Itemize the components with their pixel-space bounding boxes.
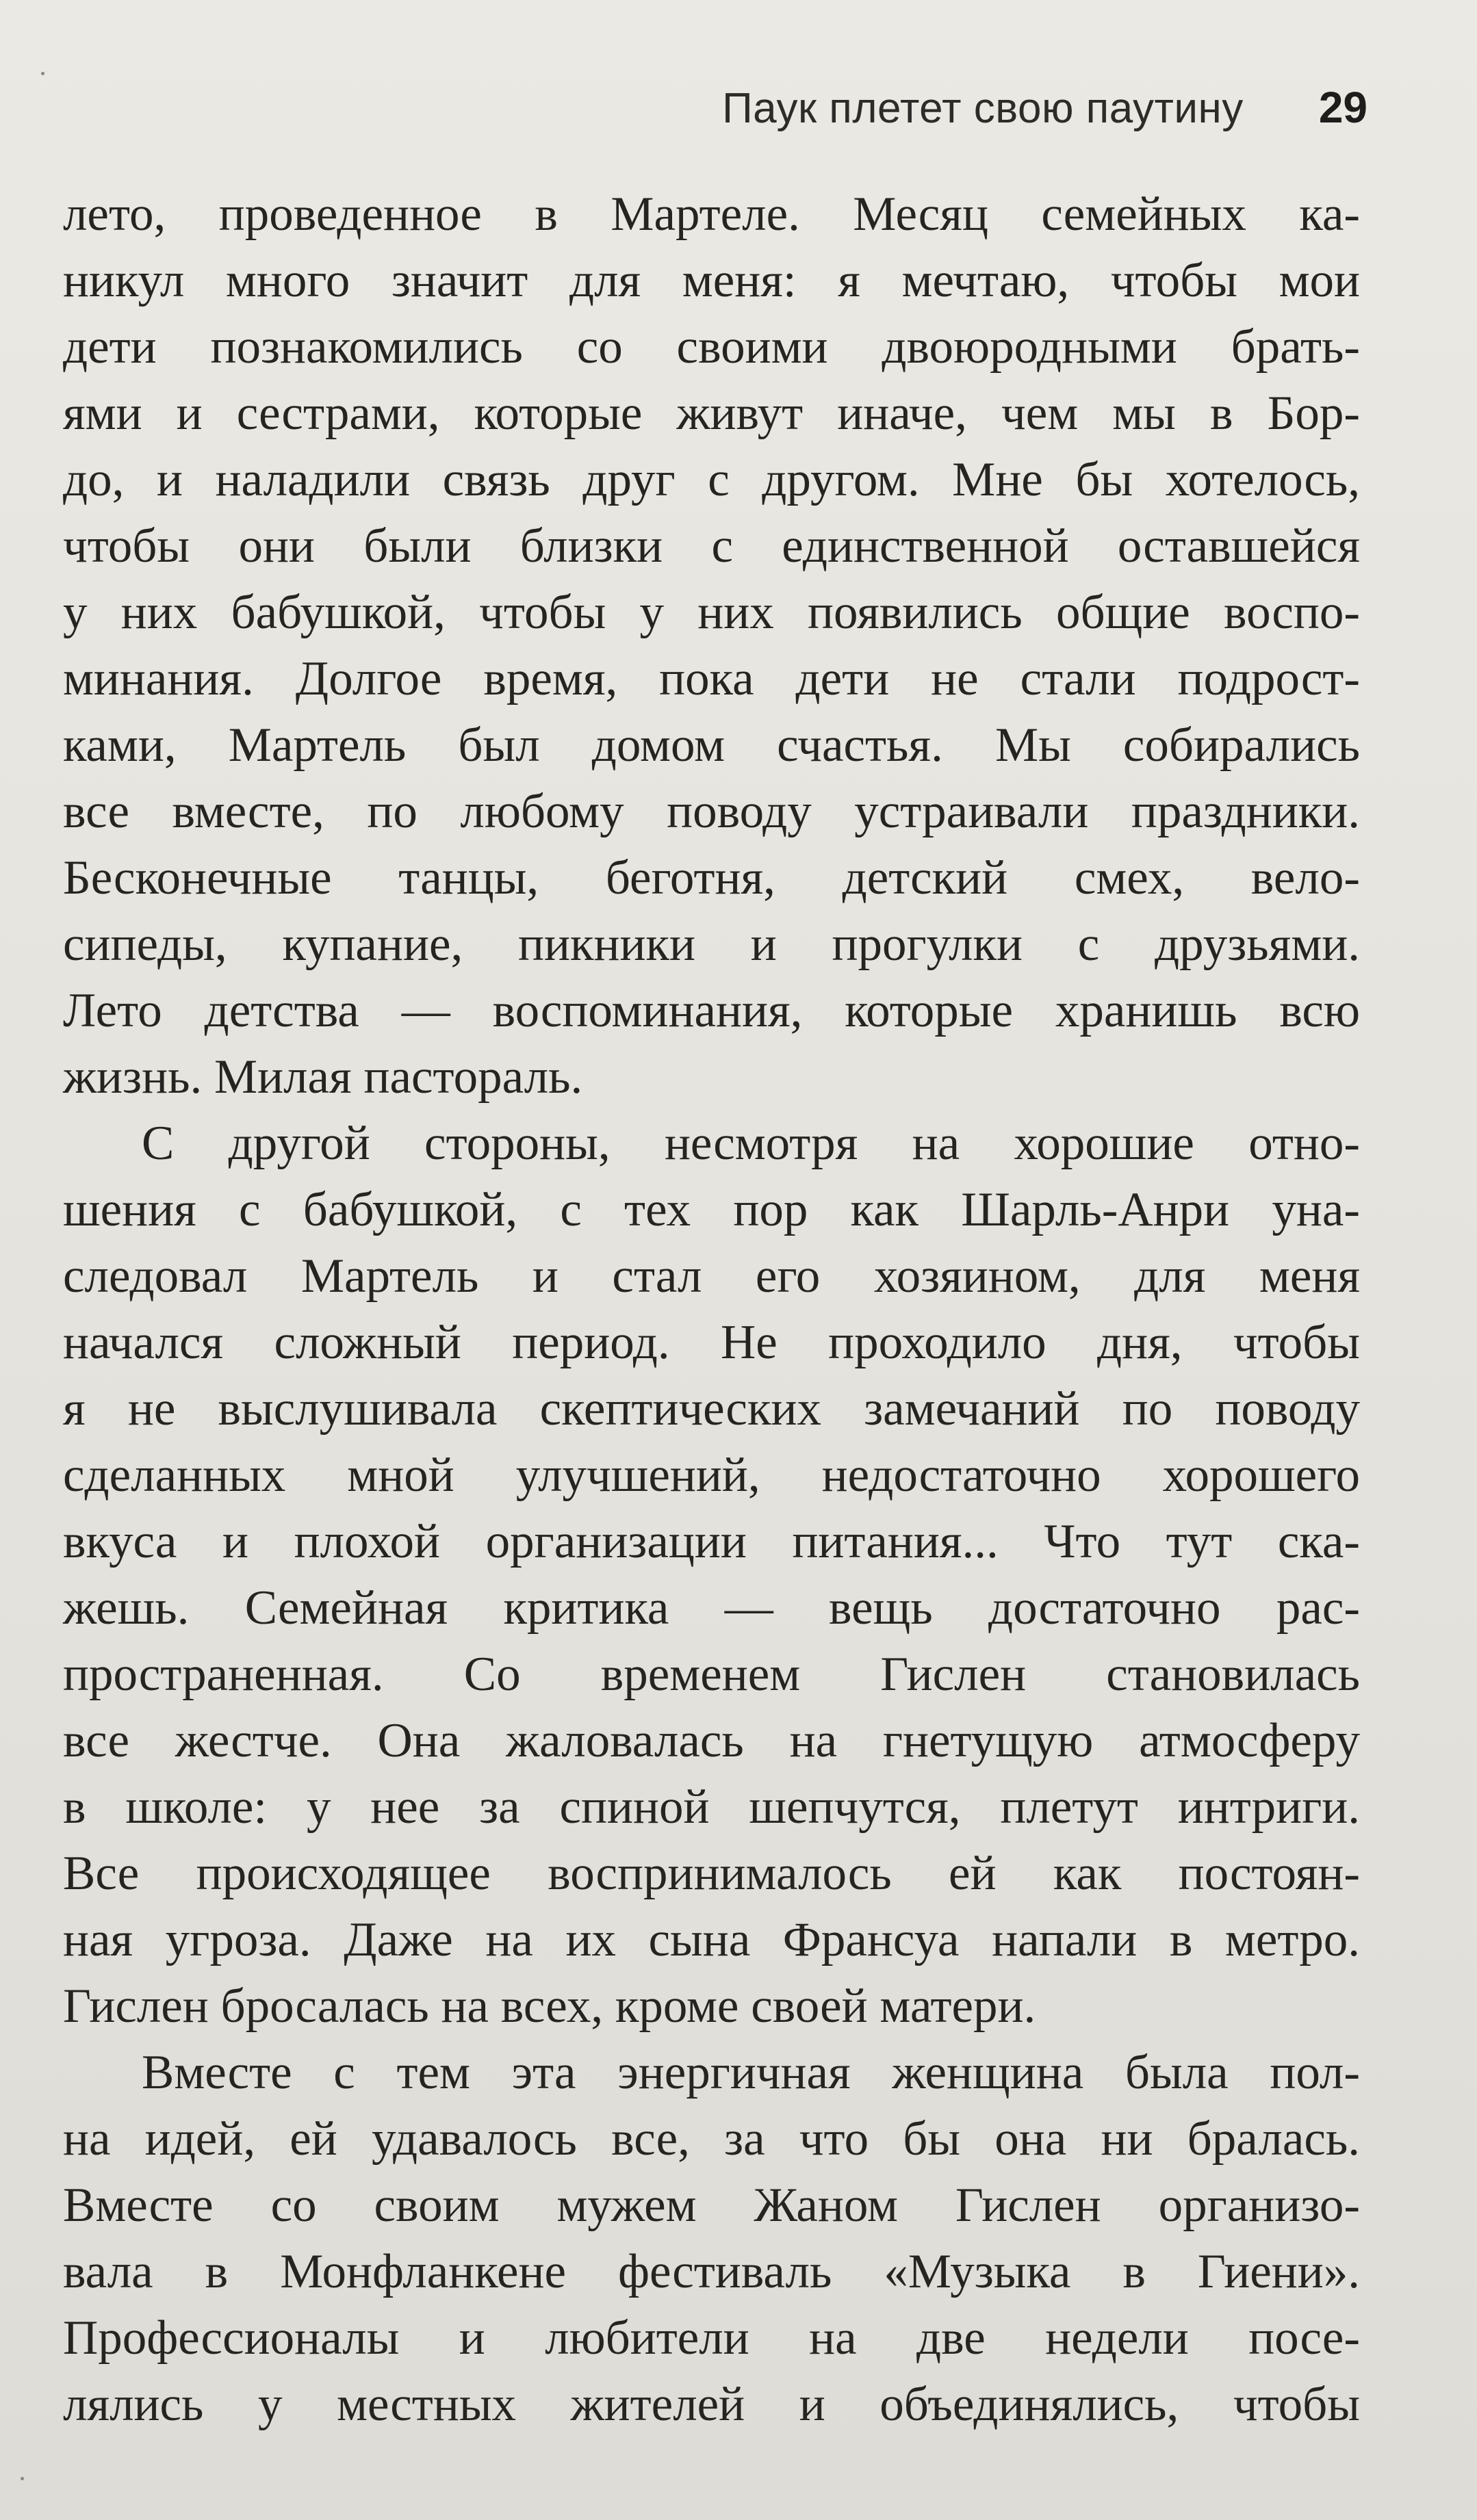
text-line: вала в Монфланкене фестиваль «Музыка в Гиени».	[63, 2245, 1360, 2298]
page-number: 29	[1318, 83, 1367, 132]
text-line: начался сложный период. Не проходило дня, чтобы	[63, 1316, 1360, 1369]
text-line: чтобы они были близки с единственной оставшейся	[63, 519, 1360, 573]
running-header	[657, 82, 1367, 133]
body-text	[63, 181, 1360, 2438]
text-line: ями и сестрами, которые живут иначе, чем мы в Бор-	[63, 387, 1360, 440]
text-line: сделанных мной улучшений, недостаточно хорошего	[63, 1449, 1360, 1502]
text-line: ная угроза. Даже на их сына Франсуа напали в метро.	[63, 1913, 1360, 1966]
text-line: шения с бабушкой, с тех пор как Шарль-Анри уна-	[63, 1183, 1360, 1236]
text-line: Все происходящее воспринималось ей как постоян-	[63, 1847, 1360, 1900]
text-line: никул много значит для меня: я мечтаю, чтобы мои	[63, 254, 1360, 307]
text-line: минания. Долгое время, пока дети не стали подрост-	[63, 652, 1360, 705]
text-line: пространенная. Со временем Гислен становилась	[63, 1648, 1360, 1701]
text-line: у них бабушкой, чтобы у них появились общие воспо-	[63, 586, 1360, 639]
paper-speck	[21, 2477, 24, 2480]
text-line: в школе: у нее за спиной шепчутся, плетут интриги.	[63, 1780, 1360, 1834]
paper-speck	[41, 72, 44, 75]
text-line: следовал Мартель и стал его хозяином, для меня	[63, 1249, 1360, 1303]
text-line: лялись у местных жителей и объединялись, чтобы	[63, 2378, 1360, 2431]
text-line: до, и наладили связь друг с другом. Мне бы хотелось,	[63, 453, 1360, 506]
text-line: жешь. Семейная критика — вещь достаточно рас-	[63, 1581, 1360, 1635]
text-line: ками, Мартель был домом счастья. Мы собирались	[63, 718, 1360, 772]
text-line: Гислен бросалась на всех, кроме своей матери.	[63, 1979, 1036, 2033]
text-line: жизнь. Милая пастораль.	[63, 1050, 583, 1104]
text-line: сипеды, купание, пикники и прогулки с друзьями.	[63, 918, 1360, 971]
text-line: лето, проведенное в Мартеле. Месяц семейных ка-	[63, 187, 1360, 241]
text-line: Вместе со своим мужем Жаном Гислен организо-	[63, 2179, 1360, 2232]
text-line: дети познакомились со своими двоюродными брать-	[63, 320, 1360, 374]
text-line: Бесконечные танцы, беготня, детский смех, вело-	[63, 851, 1360, 905]
text-line: С другой стороны, несмотря на хорошие отно-	[142, 1117, 1360, 1170]
text-line: Лето детства — воспоминания, которые хранишь всю	[63, 984, 1360, 1037]
text-line: все вместе, по любому поводу устраивали праздники.	[63, 785, 1360, 838]
text-line: на идей, ей удавалось все, за что бы она ни бралась.	[63, 2112, 1360, 2166]
text-line: вкуса и плохой организации питания... Что тут ска-	[63, 1515, 1360, 1568]
text-line: Профессионалы и любители на две недели посе-	[63, 2311, 1360, 2365]
text-line: я не выслушивала скептических замечаний по поводу	[63, 1382, 1360, 1436]
text-line: все жестче. Она жаловалась на гнетущую атмосферу	[63, 1714, 1360, 1767]
running-title: Паук плетет свою паутину	[722, 85, 1244, 132]
text-line: Вместе с тем эта энергичная женщина была пол-	[142, 2046, 1360, 2099]
